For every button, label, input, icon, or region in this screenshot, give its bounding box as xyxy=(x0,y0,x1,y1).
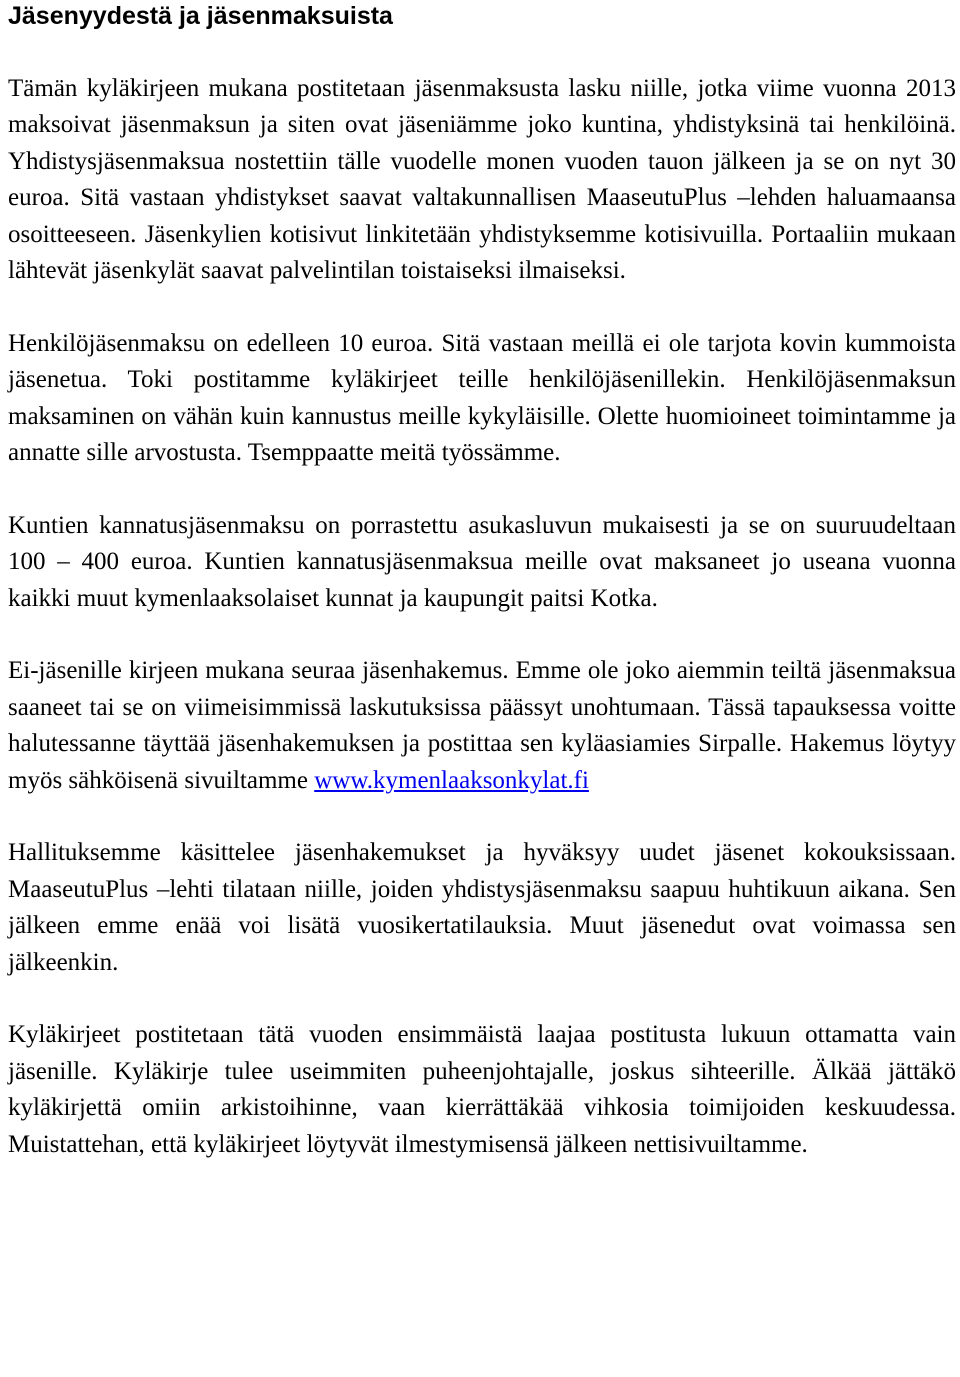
page-title: Jäsenyydestä ja jäsenmaksuista xyxy=(8,2,393,30)
paragraph-letter-distribution: Kyläkirjeet postitetaan tätä vuoden ensimmäistä laajaa postitusta lukuun ottamatta vain jäsenille. Kyläkirje tulee useimmiten puheenjohtajalle, joskus sihteerille. Älkää jättäkö kyläkirjettä omiin arkistoihinne, vaan kierrättäkää vihkosia toimijoiden keskuudessa. Muistattehan, että kyläkirjeet löytyvät ilmestymisensä jälkeen nettisivuiltamme. xyxy=(8,1021,956,1158)
document-page xyxy=(8,0,956,1163)
paragraph-application xyxy=(8,653,956,799)
paragraph-board-handling: Hallituksemme käsittelee jäsenhakemukset ja hyväksyy uudet jäsenet kokouksissaan. MaaseutuPlus –lehti tilataan niille, joiden yhdistysjäsenmaksu saapuu huhtikuun aikana. Sen jälkeen emme enää voi lisätä vuosikertatilauksia. Muut jäsenedut ovat voimassa sen jälkeenkin. xyxy=(8,839,956,976)
website-link[interactable]: www.kymenlaaksonkylat.fi xyxy=(314,766,589,794)
paragraph-personal-fee: Henkilöjäsenmaksu on edelleen 10 euroa. Sitä vastaan meillä ei ole tarjota kovin kummoista jäsenetua. Toki postitamme kyläkirjeet teille henkilöjäsenillekin. Henkilöjäsenmaksun maksaminen on vähän kuin kannustus meille kykyläisille. Olette huomioineet toimintamme ja annatte sille arvostusta. Tsemppaatte meitä työssämme. xyxy=(8,329,956,467)
paragraph-municipal-fee: Kuntien kannatusjäsenmaksu on porrastettu asukasluvun mukaisesti ja se on suuruudeltaan 100 – 400 euroa. Kuntien kannatusjäsenmaksua meille ovat maksaneet jo useana vuonna kaikki muut kymenlaaksolaiset kunnat ja kaupungit paitsi Kotka. xyxy=(8,511,956,612)
paragraph-membership-invoice: Tämän kyläkirjeen mukana postitetaan jäsenmaksusta lasku niille, jotka viime vuonna 2013 maksoivat jäsenmaksun ja siten ovat jäseniämme joko kuntina, yhdistyksinä tai henkilöinä. Yhdistysjäsenmaksua nostettiin tälle vuodelle monen vuoden tauon jälkeen ja se on nyt 30 euroa. Sitä vastaan yhdistykset saavat valtakunnallisen MaaseutuPlus –lehden haluamaansa osoitteeseen. Jäsenkylien kotisivut linkitetään yhdistyksemme kotisivuilla. Portaaliin mukaan lähtevät jäsenkylät saavat palvelintilan toistaiseksi ilmaiseksi. xyxy=(8,75,956,285)
application-text: Ei-jäsenille kirjeen mukana seuraa jäsenhakemus. Emme ole joko aiemmin teiltä jäsenmaksua saaneet tai se on viimeisimmissä laskutuksissa päässyt unohtumaan. Tässä tapauksessa voitte halutessanne täyttää jäsenhakemuksen ja postittaa sen kyläasiamies Sirpalle. Hakemus löytyy myös sähköisenä sivuiltamme xyxy=(8,657,956,794)
